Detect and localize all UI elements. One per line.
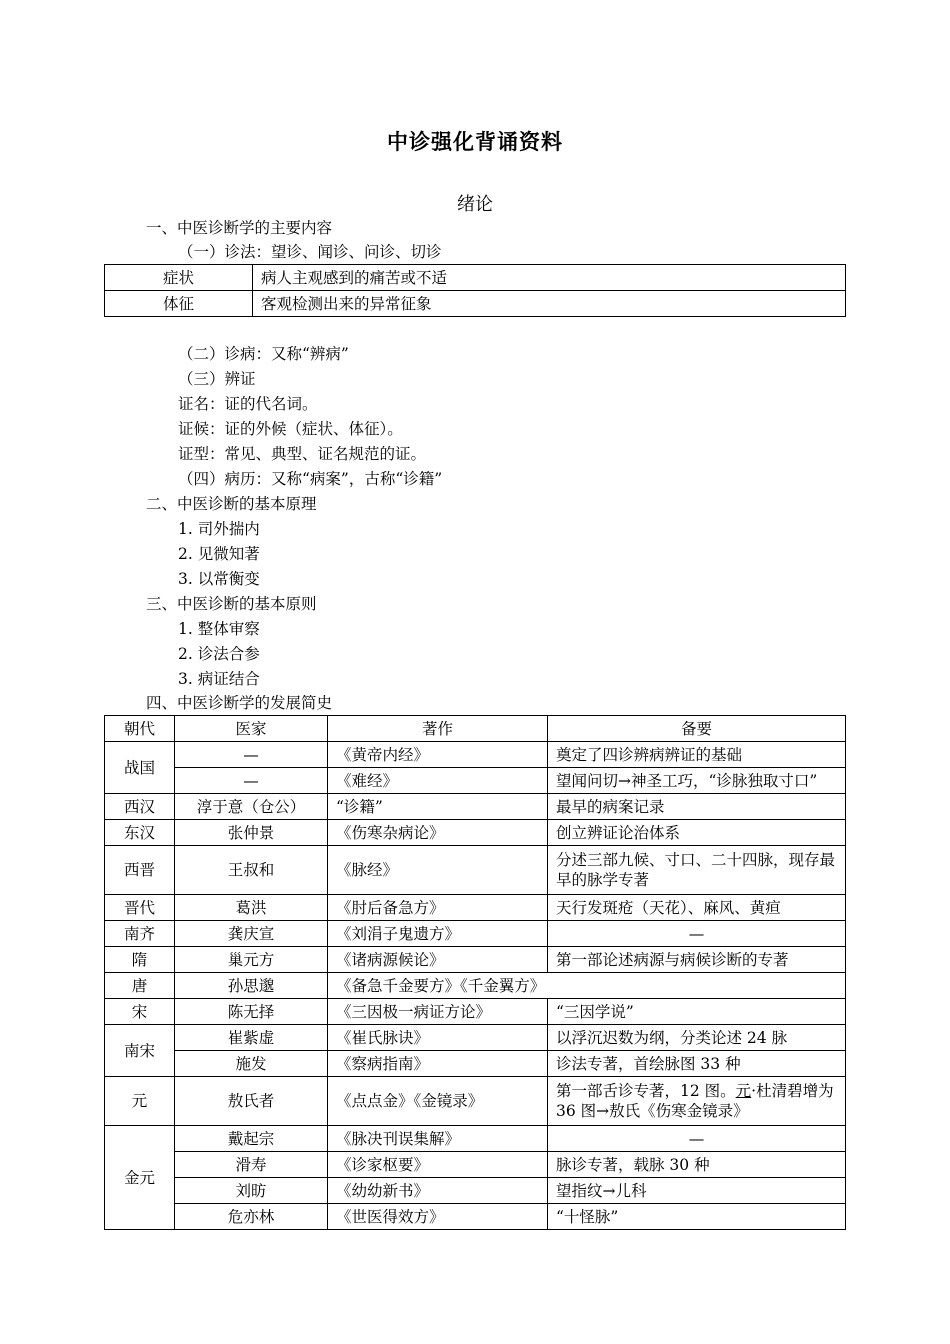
doctor-cell: 孙思邈	[175, 973, 328, 999]
note-part: ·杜清碧增为 36 图→敖氏《伤寒金镜录》	[556, 1082, 834, 1120]
doctor-cell: 巢元方	[175, 947, 328, 973]
work-cell: 《察病指南》	[328, 1051, 548, 1077]
rule-item: 2. 诊法合参	[178, 645, 260, 663]
work-cell: 《刘涓子鬼遗方》	[328, 921, 548, 947]
note-cell: 奠定了四诊辨病辨证的基础	[548, 742, 846, 768]
dynasty-cell: 东汉	[105, 820, 175, 846]
work-cell: 《三因极一病证方论》	[328, 999, 548, 1025]
table-row	[105, 999, 846, 1025]
doctor-cell: 王叔和	[175, 846, 328, 895]
term-cell: 体征	[105, 291, 253, 317]
dynasty-cell: 晋代	[105, 895, 175, 921]
doctor-cell: 刘昉	[175, 1178, 328, 1204]
work-cell: 《诊家枢要》	[328, 1152, 548, 1178]
note-cell: 脉诊专著，载脉 30 种	[548, 1152, 846, 1178]
note-cell: 最早的病案记录	[548, 794, 846, 820]
note-cell: “三因学说”	[548, 999, 846, 1025]
work-cell: 《诸病源候论》	[328, 947, 548, 973]
work-cell: 《脉决刊误集解》	[328, 1126, 548, 1152]
work-cell: 《世医得效方》	[328, 1204, 548, 1230]
table-row	[105, 265, 846, 291]
table-row	[105, 973, 846, 999]
note-cell: 诊法专著，首绘脉图 33 种	[548, 1051, 846, 1077]
rule-item: 1. 整体审察	[178, 620, 260, 638]
doctor-cell: 危亦林	[175, 1204, 328, 1230]
principle-item: 2. 见微知著	[178, 545, 260, 563]
header-dynasty: 朝代	[105, 716, 175, 742]
subheading-medical-record: （四）病历：又称“病案”，古称“诊籍”	[178, 470, 443, 488]
table-row	[105, 947, 846, 973]
work-cell: “诊籍”	[328, 794, 548, 820]
note-cell: —	[548, 1126, 846, 1152]
dynasty-cell: 金元	[105, 1126, 175, 1230]
table-row	[105, 921, 846, 947]
header-work: 著作	[328, 716, 548, 742]
work-cell: 《幼幼新书》	[328, 1178, 548, 1204]
principle-item: 1. 司外揣内	[178, 520, 260, 538]
work-cell: 《脉经》	[328, 846, 548, 895]
note-cell: —	[548, 921, 846, 947]
note-cell	[548, 1077, 846, 1126]
work-cell: 《崔氏脉诀》	[328, 1025, 548, 1051]
doctor-cell: 淳于意（仓公）	[175, 794, 328, 820]
dynasty-cell: 南宋	[105, 1025, 175, 1077]
symptom-sign-table	[104, 264, 846, 317]
table-row	[105, 1025, 846, 1051]
doctor-cell: 崔紫虚	[175, 1025, 328, 1051]
table-row	[105, 794, 846, 820]
doctor-cell: —	[175, 742, 328, 768]
table-header-row	[105, 716, 846, 742]
dynasty-cell: 宋	[105, 999, 175, 1025]
work-cell: 《难经》	[328, 768, 548, 794]
note-cell: 第一部论述病源与病候诊断的专著	[548, 947, 846, 973]
work-cell: 《伤寒杂病论》	[328, 820, 548, 846]
header-doctor: 医家	[175, 716, 328, 742]
rule-item: 3. 病证结合	[178, 670, 260, 688]
heading-basic-principles: 二、中医诊断的基本原理	[146, 495, 317, 513]
dynasty-cell: 隋	[105, 947, 175, 973]
dynasty-cell: 西晋	[105, 846, 175, 895]
note-cell: 创立辨证论治体系	[548, 820, 846, 846]
dynasty-cell: 南齐	[105, 921, 175, 947]
syndrome-manifestation-line: 证候：证的外候（症状、体征）。	[178, 420, 403, 438]
table-row	[105, 846, 846, 895]
table-row	[105, 742, 846, 768]
syndrome-type-line: 证型：常见、典型、证名规范的证。	[178, 445, 427, 463]
heading-basic-rules: 三、中医诊断的基本原则	[146, 595, 317, 613]
work-cell: 《点点金》《金镜录》	[328, 1077, 548, 1126]
table-row	[105, 1126, 846, 1152]
table-row	[105, 1077, 846, 1126]
work-cell: 《黄帝内经》	[328, 742, 548, 768]
doctor-cell: 敖氏者	[175, 1077, 328, 1126]
note-cell: 分述三部九候、寸口、二十四脉，现存最早的脉学专著	[548, 846, 846, 895]
heading-main-content: 一、中医诊断学的主要内容	[146, 219, 333, 237]
table-row	[105, 1178, 846, 1204]
doctor-cell: —	[175, 768, 328, 794]
syndrome-name-line: 证名：证的代名词。	[178, 395, 318, 413]
subheading-syndrome: （三）辨证	[178, 370, 256, 388]
note-part: 第一部舌诊专著，12 图。	[556, 1082, 736, 1100]
subheading-diagnostic-methods: （一）诊法：望诊、闻诊、问诊、切诊	[178, 243, 442, 261]
dynasty-cell: 元	[105, 1077, 175, 1126]
term-cell: 症状	[105, 265, 253, 291]
desc-cell: 客观检测出来的异常征象	[253, 291, 846, 317]
section-title: 绪论	[457, 194, 493, 215]
table-row	[105, 1204, 846, 1230]
table-row	[105, 1152, 846, 1178]
dynasty-cell: 西汉	[105, 794, 175, 820]
table-row	[105, 291, 846, 317]
principle-item: 3. 以常衡变	[178, 570, 260, 588]
dynasty-cell: 唐	[105, 973, 175, 999]
doctor-cell: 陈无择	[175, 999, 328, 1025]
doctor-cell: 葛洪	[175, 895, 328, 921]
dynasty-cell: 战国	[105, 742, 175, 794]
doctor-cell: 戴起宗	[175, 1126, 328, 1152]
heading-history: 四、中医诊断学的发展简史	[146, 694, 333, 712]
subheading-diagnose-disease: （二）诊病：又称“辨病”	[178, 345, 349, 363]
work-cell: 《备急千金要方》《千金翼方》	[328, 973, 846, 999]
table-row	[105, 1051, 846, 1077]
table-row	[105, 895, 846, 921]
work-cell: 《肘后备急方》	[328, 895, 548, 921]
note-cell: 望闻问切→神圣工巧，“诊脉独取寸口”	[548, 768, 846, 794]
header-note: 备要	[548, 716, 846, 742]
history-table	[104, 715, 846, 1230]
note-cell: 望指纹→儿科	[548, 1178, 846, 1204]
page-title: 中诊强化背诵资料	[387, 129, 563, 154]
doctor-cell: 龚庆宣	[175, 921, 328, 947]
doctor-cell: 张仲景	[175, 820, 328, 846]
table-row	[105, 820, 846, 846]
note-cell: “十怪脉”	[548, 1204, 846, 1230]
note-underlined: 元	[735, 1082, 752, 1100]
note-cell: 以浮沉迟数为纲，分类论述 24 脉	[548, 1025, 846, 1051]
table-row	[105, 768, 846, 794]
doctor-cell: 施发	[175, 1051, 328, 1077]
desc-cell: 病人主观感到的痛苦或不适	[253, 265, 846, 291]
note-cell: 天行发斑疮（天花）、麻风、黄疸	[548, 895, 846, 921]
doctor-cell: 滑寿	[175, 1152, 328, 1178]
